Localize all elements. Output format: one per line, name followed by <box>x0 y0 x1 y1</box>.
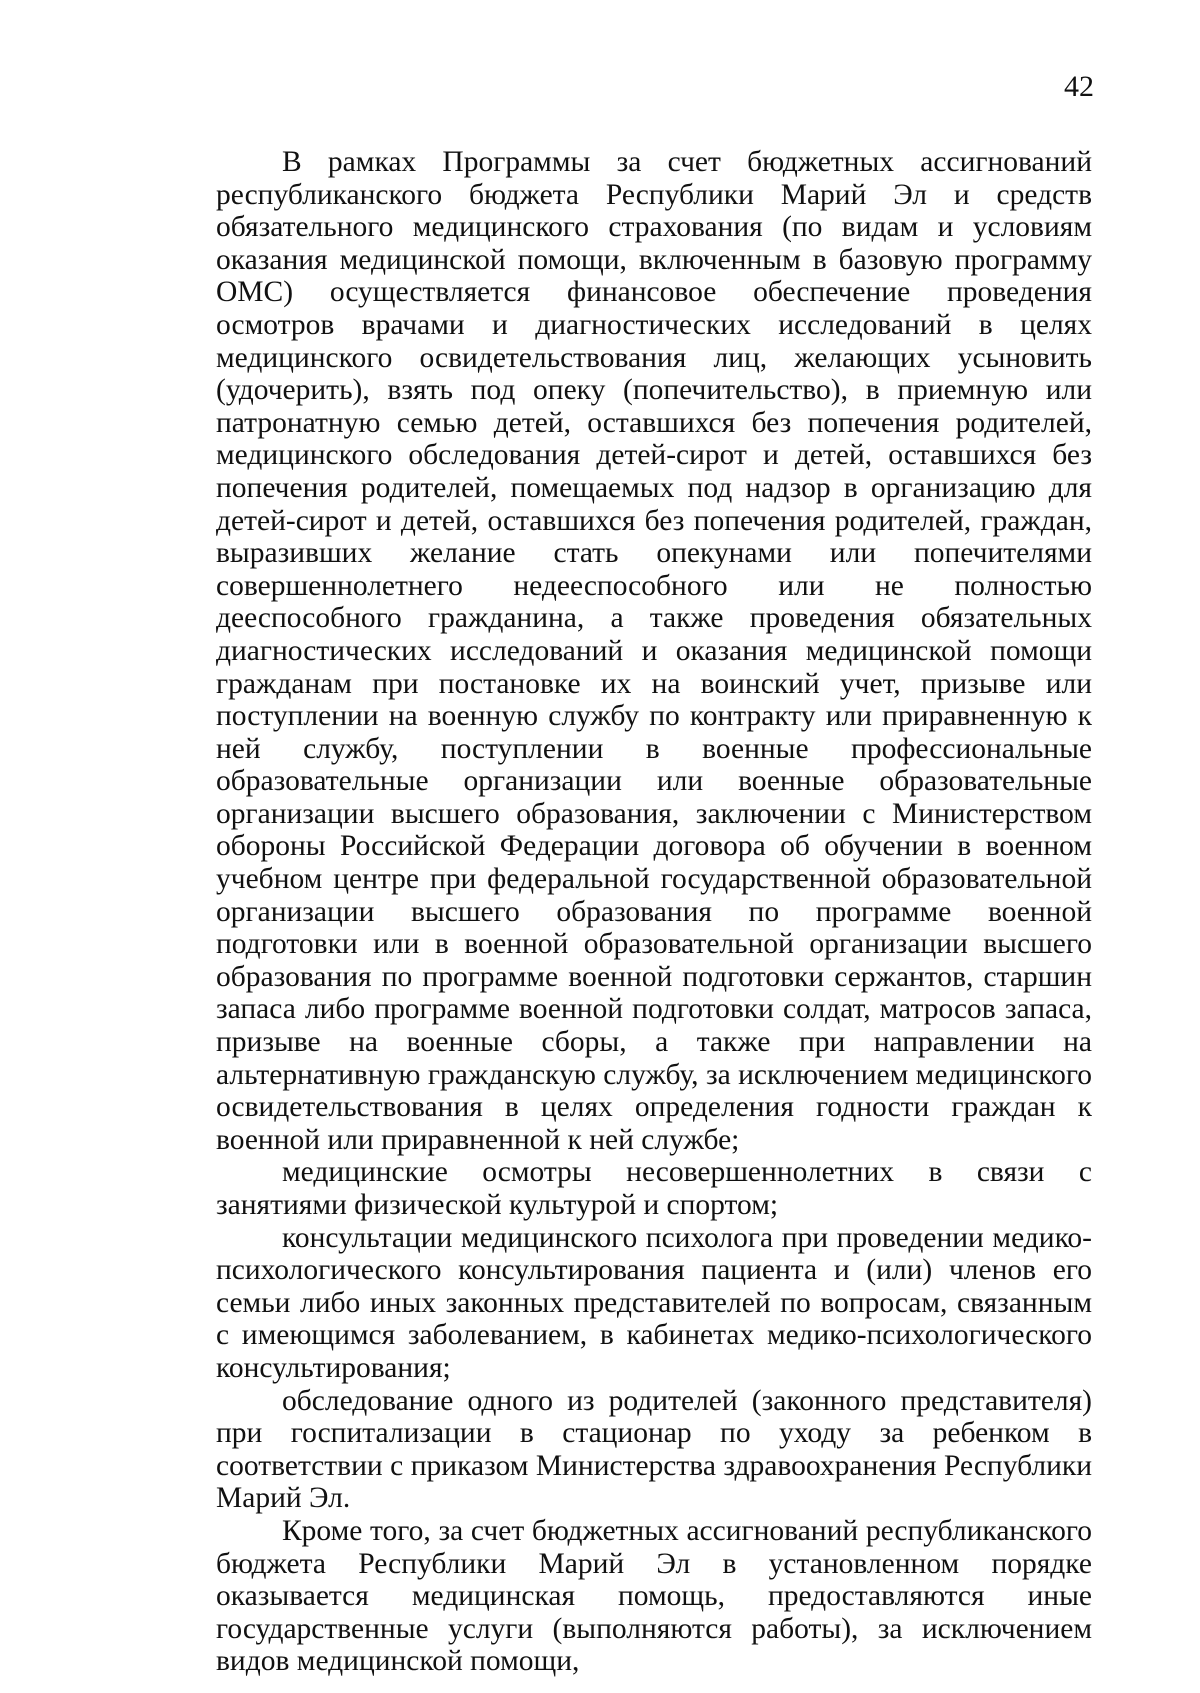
paragraph-program-funding: В рамках Программы за счет бюджетных ассигнований республиканского бюджета Республики Марий Эл и средств обязательного медицинского страхования (по видам и условиям оказания медицинской помощи, включенным в базовую программу ОМС) осуществляется финансовое обеспечение проведения осмотров врачами и диагностических исследований в целях медицинского освидетельствования лиц, желающих усыновить (удочерить), взять под опеку (попечительство), в приемную или патронатную семью детей, оставшихся без попечения родителей, медицинского обследования детей-сирот и детей, оставшихся без попечения родителей, помещаемых под надзор в организацию для детей-сирот и детей, оставшихся без попечения родителей, граждан, выразивших желание стать опекунами или попечителями совершеннолетнего недееспособного или не полностью дееспособного гражданина, а также проведения обязательных диагностических исследований и оказания медицинской помощи гражданам при постановке их на воинский учет, призыве или поступлении на военную службу по контракту или приравненную к ней службу, поступлении в военные профессиональные образовательные организации или военные образовательные организации высшего образования, заключении с Министерством обороны Российской Федерации договора об обучении в военном учебном центре при федеральной государственной образовательной организации высшего образования по программе военной подготовки или в военной образовательной организации высшего образования по программе военной подготовки сержантов, старшин запаса либо программе военной подготовки солдат, матросов запаса, призыве на военные сборы, а также при направлении на альтернативную гражданскую службу, за исключением медицинского освидетельствования в целях определения годности граждан к военной или приравненной к ней службе; <box>216 146 1092 1156</box>
document-body <box>216 146 1092 1678</box>
paragraph-minor-sports-exams: медицинские осмотры несовершеннолетних в связи с занятиями физической культурой и спортом; <box>216 1156 1092 1221</box>
page-number: 42 <box>1064 70 1094 103</box>
paragraph-additional-budget-services: Кроме того, за счет бюджетных ассигнований республиканского бюджета Республики Марий Эл в установленном порядке оказывается медицинская помощь, предоставляются иные государственные услуги (выполняются работы), за исключением видов медицинской помощи, <box>216 1514 1092 1678</box>
paragraph-parent-examination: обследование одного из родителей (законного представителя) при госпитализации в стационар по уходу за ребенком в соответствии с приказом Министерства здравоохранения Республики Марий Эл. <box>216 1384 1092 1515</box>
paragraph-psychologist-consultations: консультации медицинского психолога при проведении медико-психологического консультирования пациента и (или) членов его семьи либо иных законных представителей по вопросам, связанным с имеющимся заболеванием, в кабинетах медико-психологического консультирования; <box>216 1221 1092 1384</box>
